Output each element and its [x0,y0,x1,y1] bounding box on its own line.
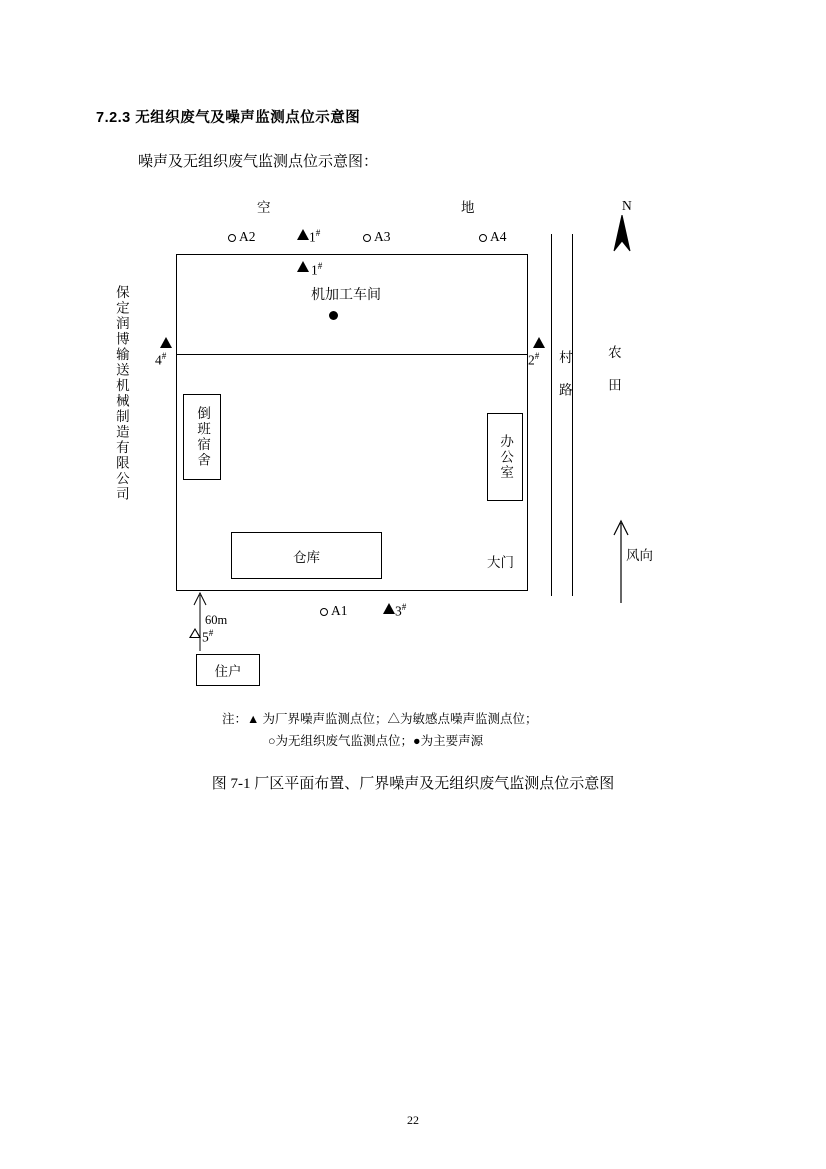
distance-label: 60m [205,613,228,627]
building-warehouse: 仓库 [231,532,382,579]
building-label-workshop: 机加工车间 [311,288,381,303]
village-road-line-left [551,234,552,596]
fugitive-gas-point-A2-label: A2 [239,229,256,244]
building-dormitory: 倒班宿舍 [183,394,221,480]
noise-point-1-inner-marker [297,261,309,272]
label-gate: 大门 [487,555,514,570]
label-company-name: 保定润博输送机械制造有限公司 [113,285,129,502]
fugitive-gas-point-A3-marker [363,234,371,242]
label-ground: 地 [461,200,475,215]
figure-caption: 图 7-1 厂区平面布置、厂界噪声及无组织废气监测点位示意图 [211,776,615,792]
fugitive-gas-point-A4-marker [479,234,487,242]
village-road-line-right [572,234,573,596]
section-heading: 7.2.3 无组织废气及噪声监测点位示意图 [96,110,361,126]
noise-point-1-marker [297,229,309,240]
noise-point-3-label: 3# [395,602,407,619]
noise-point-1-inner-label: 1# [311,261,323,278]
compass-needle-icon [608,215,648,257]
compass-north-label: N [622,198,632,213]
building-office: 办公室 [487,413,523,501]
fugitive-gas-point-A1-label: A1 [331,603,348,618]
figure-note-line-2: ○为无组织废气监测点位；●为主要声源 [268,734,484,748]
label-sky: 空 [257,200,271,215]
noise-point-4-marker [160,337,172,348]
building-resident: 住户 [196,654,260,686]
main-noise-source-marker [329,311,338,320]
noise-point-3-marker [383,603,395,614]
fugitive-gas-point-A4-label: A4 [490,229,507,244]
fugitive-gas-point-A2-marker [228,234,236,242]
noise-point-2-label: 2# [528,351,540,368]
label-wind-direction: 风向 [626,548,653,563]
noise-point-2-marker [533,337,545,348]
figure-note-line-1: 注：▲ 为厂界噪声监测点位；△为敏感点噪声监测点位； [222,712,538,726]
page-number: 22 [407,1113,419,1127]
noise-point-4-label: 4# [155,351,167,368]
plant-inner-divider [176,354,528,355]
figure-diagram [0,185,826,705]
label-farmland: 农 田 [605,345,621,393]
noise-sensitive-point-5-marker [189,628,201,638]
label-village-road: 村 路 [556,350,572,398]
intro-text: 噪声及无组织废气监测点位示意图： [138,154,379,170]
noise-point-1-label: 1# [309,228,321,245]
fugitive-gas-point-A3-label: A3 [374,229,391,244]
noise-sensitive-point-5-label: 5# [202,628,214,645]
fugitive-gas-point-A1-marker [320,608,328,616]
